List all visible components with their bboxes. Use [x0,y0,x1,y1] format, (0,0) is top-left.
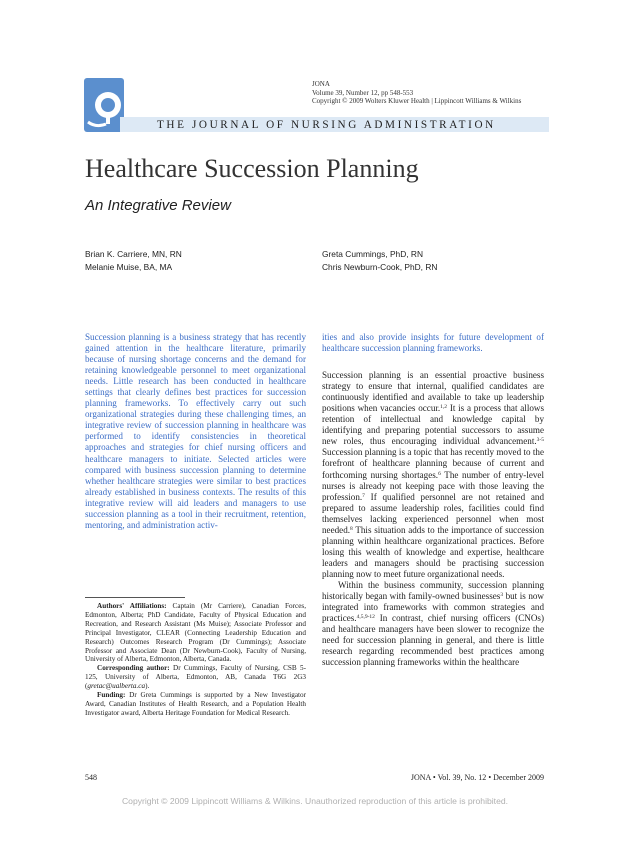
abstract-continued: ities and also provide insights for future development of healthcare succession planning frameworks. [322,332,544,354]
body-paragraph: Within the business community, succession planning historically began with family-owned businesses$^3$ but is now integrated into frameworks with common strategies and practices.$^{4,5,9-12}$ In contrast, chief nursing officers (CNOs) and healthcare managers have been slower to recognize the need for succession planning in general, and there is little research regarding recommended best practices among succession planning frameworks within the healthcare [322,579,544,668]
article-subtitle: An Integrative Review [85,197,231,214]
author: Melanie Muise, BA, MA [85,262,173,272]
copyright-notice: Copyright © 2009 Lippincott Williams & Wilkins. Unauthorized reproduction of this article is prohibited. [121,796,509,806]
corresponding-email: gretac@ualberta.ca [87,682,146,691]
affiliations-funding: Funding: Dr Greta Cummings is supported by a New Investigator Award, Canadian Institutes of Health Research, and a Population Health Investigator award, Alberta Heritage Foundation for Medical Research. [85,691,306,717]
journal-copyright: Copyright © 2009 Wolters Kluwer Health | Lippincott Williams & Wilkins [312,97,522,106]
journal-abbrev: JONA [312,80,330,88]
author: Greta Cummings, PhD, RN [322,249,423,259]
footer-citation: JONA • Vol. 39, No. 12 • December 2009 [410,773,544,782]
journal-volume: Volume 39, Number 12, pp 548-553 [312,88,414,97]
author: Brian K. Carriere, MN, RN [85,249,182,259]
footnote-rule [85,597,185,598]
journal-name: THE JOURNAL OF NURSING ADMINISTRATION [157,119,496,131]
author-list-right [322,248,437,274]
author: Chris Newburn-Cook, PhD, RN [322,262,438,272]
author-list-left [85,248,182,274]
affiliations-corresponding: Corresponding author: Dr Cummings, Faculty of Nursing, CSB 5-125, University of Alberta, Edmonton, AB, Canada T6G 2G3 (gretac@ualberta.ca). [85,664,306,691]
article-title: Healthcare Succession Planning [85,154,419,183]
body-paragraph: Succession planning is an essential proactive business strategy to ensure that internal, qualified candidates are continuously identified and available to take up leadership positions when vacancies occur.$^{1,2}$ It is a process that allows retention of intellectual and knowledge capital by identifying and preparing potential successors to assume new roles, thus encouraging individual advancement.$^{3-5}$ Succession planning is a topic that has recently moved to the forefront of healthcare planning because of current and forthcoming nursing shortages.$^6$ The number of entry-level nurses is already not keeping pace with those leaving the profession.$^7$ If qualified personnel are not retained and prepared to assume leadership roles, facilities could find themselves lacking experienced personnel when most needed.$^8$ This situation adds to the importance of succession planning within healthcare organizational practices. Before losing this wealth of knowledge and expertise, healthcare leaders and managers should be practising succession planning now to meet future organizational needs. [322,370,544,579]
affiliations-authors: Authors' Affiliations: Captain (Mr Carriere), Canadian Forces, Edmonton, Alberta; PhD Candidate, Faculty of Physical Education and Recreation, and Research Assistant (Ms Muise); Associate Professor and Principal Investigator, CLEAR (Connecting Leadership Education and Research) Outcomes Research Program (Dr Cummings); Associate Professor and Associate Dean (Dr Newburn-Cook), Faculty of Nursing, University of Alberta, Edmonton, Alberta, Canada. [85,602,306,664]
abstract [85,332,306,531]
page-number: 548 [85,773,97,782]
journal-info [312,80,521,106]
abstract-text: Succession planning is a business strategy that has recently gained attention in the healthcare literature, primarily because of nursing shortage concerns and the demand for retaining knowledgeable personnel to meet organizational needs. Little research has been conducted in healthcare settings that clearly defines best practices for succession planning frameworks. To effectively carry out such organizational strategies during these challenging times, an integrative review of succession planning in healthcare was performed to identify consistencies in theoretical approaches and strategies for chief nursing officers and healthcare managers to initiate. Selected articles were compared with business succession planning to determine whether healthcare strategies were similar to best practices already established in business contexts. The results of this integrative review will aid leaders and managers to use succession planning as a tool in their recruitment, retention, mentoring, and administration activ- [85,332,306,530]
body-column-right [322,332,544,668]
affiliations [85,602,306,718]
